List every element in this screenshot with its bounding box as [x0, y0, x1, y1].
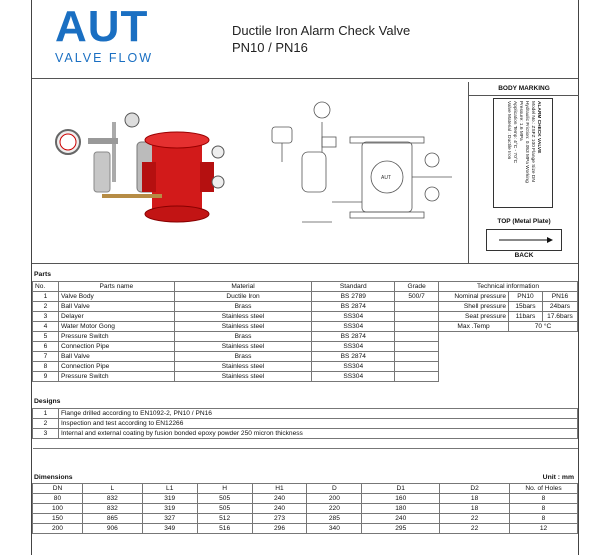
table-row [33, 352, 578, 362]
plate-line: Application Temp: 4°C - 70°C [512, 101, 517, 164]
cell: BS 2874 [312, 332, 395, 342]
cell [395, 302, 439, 312]
cell: 319 [142, 504, 197, 514]
cell: 3 [33, 429, 59, 439]
top-label: TOP (Metal Plate) [497, 218, 551, 225]
header-cell: Parts name [58, 282, 174, 292]
cell: PN10 [509, 292, 543, 302]
cell: 22 [440, 514, 510, 524]
cell: 200 [307, 494, 362, 504]
cell: 3 [33, 312, 59, 322]
cell: 7 [33, 352, 59, 362]
cell: Connection Pipe [58, 342, 174, 352]
table-row [33, 524, 578, 534]
cell: Stainless steel [174, 362, 312, 372]
table-row [33, 419, 578, 429]
header-cell: Standard [312, 282, 395, 292]
title-line-1: Ductile Iron Alarm Check Valve [232, 23, 411, 38]
cell: 80 [33, 494, 83, 504]
document-title [232, 22, 410, 56]
plate-line: Hydraulic Friction: 0.053 MPa Working [524, 101, 529, 183]
cell: Stainless steel [174, 312, 312, 322]
parts-title: Parts [34, 271, 52, 278]
designs-table [32, 408, 578, 449]
cell: 340 [307, 524, 362, 534]
cell [395, 362, 439, 372]
header-cell: Grade [395, 282, 439, 292]
cell: SS304 [312, 312, 395, 322]
cell: 18 [440, 494, 510, 504]
table-row [33, 372, 578, 382]
body-marking-panel [468, 82, 579, 263]
cell [395, 342, 439, 352]
cell: 150 [33, 514, 83, 524]
cell: Connection Pipe [58, 362, 174, 372]
cell: 8 [510, 504, 578, 514]
cell: 319 [142, 494, 197, 504]
cell: Stainless steel [174, 322, 312, 332]
cell: 24bars [542, 302, 577, 312]
cell: Max .Temp [439, 322, 509, 332]
cell: Brass [174, 332, 312, 342]
cell: 22 [440, 524, 510, 534]
table-row [33, 514, 578, 524]
divider [32, 78, 578, 79]
cell: Stainless steel [174, 342, 312, 352]
cell: 15bars [509, 302, 543, 312]
cell: Brass [174, 302, 312, 312]
header-cell: No. [33, 282, 59, 292]
cell: 505 [197, 504, 252, 514]
cell: 349 [142, 524, 197, 534]
cell: 295 [362, 524, 440, 534]
datasheet [31, 0, 579, 555]
header-cell: D [307, 484, 362, 494]
header-cell: No. of Holes [510, 484, 578, 494]
cell: 200 [33, 524, 83, 534]
table-row [33, 292, 578, 302]
cell: SS304 [312, 342, 395, 352]
cell: 220 [307, 504, 362, 514]
cell: Internal and external coating by fusion bonded epoxy powder 250 micron thickness [58, 429, 577, 439]
cell: 8 [510, 494, 578, 504]
cell: 11bars [509, 312, 543, 322]
cell: 500/7 [395, 292, 439, 302]
cell: 832 [82, 494, 142, 504]
cell: Pressure Switch [58, 332, 174, 342]
cell: 505 [197, 494, 252, 504]
cell: 5 [33, 332, 59, 342]
cell: 4 [33, 322, 59, 332]
header-cell: DN [33, 484, 83, 494]
cell: Inspection and test according to EN12266 [58, 419, 577, 429]
header-cell: L [82, 484, 142, 494]
cell: 512 [197, 514, 252, 524]
cell: 17.6bars [542, 312, 577, 322]
cell: BS 2874 [312, 352, 395, 362]
cell [395, 372, 439, 382]
table-row [33, 312, 578, 322]
cell [395, 312, 439, 322]
cell: 285 [307, 514, 362, 524]
table-row [33, 362, 578, 372]
cell: SS304 [312, 322, 395, 332]
cell: SS304 [312, 372, 395, 382]
cell: 12 [510, 524, 578, 534]
cell: Ball Valve [58, 352, 174, 362]
parts-table [32, 281, 578, 382]
cell: Valve Body [58, 292, 174, 302]
plate-line: Model No.: ZSFZ 100 Flange Size DN [530, 101, 535, 182]
cell: PN16 [542, 292, 577, 302]
cell: Water Motor Gong [58, 322, 174, 332]
cell: Delayer [58, 312, 174, 322]
svg-text:AUT: AUT [381, 175, 391, 181]
cell: 1 [33, 292, 59, 302]
dimensions-table [32, 483, 578, 534]
body-marking-header: BODY MARKING [469, 82, 579, 96]
valve-technical-drawing [272, 102, 452, 222]
cell: Nominal pressure [439, 292, 509, 302]
cell: 240 [252, 494, 307, 504]
header-cell: H [197, 484, 252, 494]
valve-photo [56, 113, 224, 222]
cell: Brass [174, 352, 312, 362]
metal-plate-text [505, 101, 541, 205]
plate-line: Valve Material : Ductile Iron [506, 101, 511, 160]
brand-tagline: VALVE FLOW [55, 51, 154, 65]
cell: 327 [142, 514, 197, 524]
designs-title: Designs [34, 398, 61, 405]
header-cell: D1 [362, 484, 440, 494]
cell: 160 [362, 494, 440, 504]
cell: 906 [82, 524, 142, 534]
table-header-row [33, 484, 578, 494]
cell: 100 [33, 504, 83, 514]
plate-line: Pressure: 1.6 MPa [518, 101, 523, 141]
cell: 516 [197, 524, 252, 534]
cell: BS 2789 [312, 292, 395, 302]
table-row [33, 332, 578, 342]
table-row [33, 302, 578, 312]
cell: Flange drilled according to EN1092-2, PN10 / PN16 [58, 409, 577, 419]
header-cell: D2 [440, 484, 510, 494]
dimensions-title: Dimensions [34, 474, 73, 481]
cell: 2 [33, 419, 59, 429]
table-row [33, 342, 578, 352]
cell [395, 352, 439, 362]
cell: 1 [33, 409, 59, 419]
brand-name: AUT [55, 2, 149, 51]
cell: SS304 [312, 362, 395, 372]
table-header-row [33, 282, 578, 292]
metal-plate [493, 98, 553, 208]
table-row [33, 322, 578, 332]
arrow-right-icon [487, 230, 561, 250]
cell: Ball Valve [58, 302, 174, 312]
title-line-2: PN10 / PN16 [232, 40, 308, 55]
cell: 240 [252, 504, 307, 514]
cell [395, 322, 439, 332]
cell: 2 [33, 302, 59, 312]
table-row [33, 494, 578, 504]
header-cell: Technical information [439, 282, 578, 292]
back-label: BACK [514, 252, 534, 259]
cell: 296 [252, 524, 307, 534]
brand-logo [55, 4, 175, 65]
cell: 180 [362, 504, 440, 514]
dimensions-unit: Unit : mm [542, 474, 574, 481]
cell: 865 [82, 514, 142, 524]
cell: Shell pressure [439, 302, 509, 312]
cell: 18 [440, 504, 510, 514]
cell: Seat pressure [439, 312, 509, 322]
cell: BS 2874 [312, 302, 395, 312]
divider [32, 263, 578, 264]
cell: Ductile Iron [174, 292, 312, 302]
table-row [33, 439, 578, 449]
cell: 832 [82, 504, 142, 514]
flow-direction-box [486, 229, 562, 251]
cell: 70 °C [509, 322, 578, 332]
header-cell: Material [174, 282, 312, 292]
cell: 8 [510, 514, 578, 524]
cell [395, 332, 439, 342]
cell: Pressure Switch [58, 372, 174, 382]
cell: 240 [362, 514, 440, 524]
cell: 8 [33, 362, 59, 372]
cell: 9 [33, 372, 59, 382]
valve-illustration [32, 82, 468, 262]
cell: Stainless steel [174, 372, 312, 382]
cell: 273 [252, 514, 307, 524]
cell: 6 [33, 342, 59, 352]
plate-line: ALARM CHECK VALVE [536, 101, 541, 154]
table-row [33, 429, 578, 439]
table-row [33, 504, 578, 514]
header-cell: H1 [252, 484, 307, 494]
table-row [33, 409, 578, 419]
header-cell: L1 [142, 484, 197, 494]
